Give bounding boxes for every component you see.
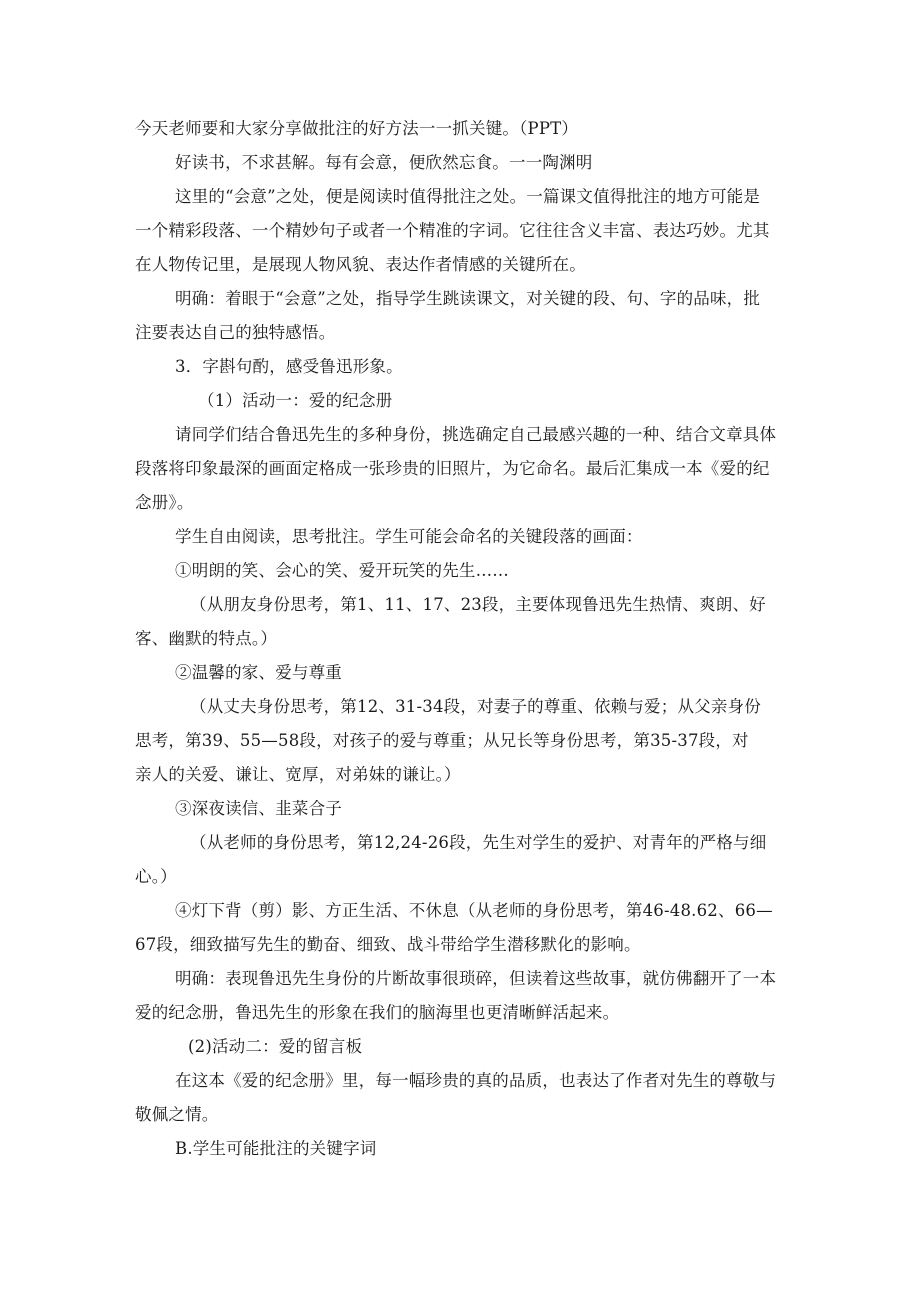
- text-line: 念册》。: [135, 493, 194, 512]
- text-line: 好读书，不求甚解。每有会意，便欣然忘食。一一陶渊明: [175, 153, 593, 172]
- activity-heading: (2)活动二：爱的留言板: [188, 1037, 363, 1056]
- list-item: ③深夜读信、韭菜合子: [175, 799, 342, 818]
- text-line: 学生自由阅读，思考批注。学生可能会命名的关键段落的画面：: [175, 527, 643, 546]
- list-item: ①明朗的笑、会心的笑、爱开玩笑的先生……: [175, 561, 509, 580]
- text-line: 在人物传记里，是展现人物风貌、表达作者情感的关键所在。: [135, 255, 586, 274]
- activity-heading: （1）活动一：爱的纪念册: [198, 391, 393, 410]
- text-line: 67段，细致描写先生的勤奋、细致、战斗带给学生潜移默化的影响。: [135, 935, 641, 954]
- text-line: 思考，第39、55—58段，对孩子的爱与尊重；从兄长等身份思考，第35-37段，对: [135, 731, 749, 750]
- text-line: 爱的纪念册，鲁迅先生的形象在我们的脑海里也更清晰鲜活起来。: [135, 1003, 620, 1022]
- text-line: 一个精彩段落、一个精妙句子或者一个精准的字词。它往往含义丰富、表达巧妙。尤其: [135, 221, 770, 240]
- text-line: 敬佩之情。: [135, 1105, 219, 1124]
- text-line: 段落将印象最深的画面定格成一张珍贵的旧照片，为它命名。最后汇集成一本《爱的纪: [135, 459, 770, 478]
- text-line: （从朋友身份思考，第1、11、17、23段，主要体现鲁迅先生热情、爽朗、好: [190, 595, 766, 614]
- text-line: 心。）: [135, 867, 177, 886]
- text-line: 在这本《爱的纪念册》里，每一幅珍贵的真的品质，也表达了作者对先生的尊敬与: [175, 1071, 777, 1090]
- text-line: 请同学们结合鲁迅先生的多种身份，挑选确定自己最感兴趣的一种、结合文章具体: [175, 425, 777, 444]
- text-line: 今天老师要和大家分享做批注的好方法一一抓关键。（PPT）: [135, 119, 579, 138]
- section-heading: B.学生可能批注的关键字词: [175, 1139, 377, 1158]
- text-line: 明确：表现鲁迅先生身份的片断故事很琐碎，但读着这些故事，就仿佛翻开了一本: [175, 969, 777, 988]
- text-line: 客、幽默的特点。）: [135, 629, 278, 648]
- text-line: 这里的“会意”之处，便是阅读时值得批注之处。一篇课文值得批注的地方可能是: [175, 187, 761, 206]
- text-line: （从丈夫身份思考，第12、31-34段，对妻子的尊重、依赖与爱；从父亲身份: [190, 697, 761, 716]
- text-line: 注要表达自己的独特感悟。: [135, 323, 336, 342]
- text-line: 明确：着眼于“会意”之处，指导学生跳读课文，对关键的段、句、字的品味，批: [175, 289, 761, 308]
- section-heading: 3．字斟句酌，感受鲁迅形象。: [175, 357, 403, 376]
- list-item: ②温馨的家、爱与尊重: [175, 663, 342, 682]
- list-item: ④灯下背（剪）影、方正生活、不休息（从老师的身份思考，第46-48.62、66—: [175, 901, 773, 920]
- text-line: 亲人的关爱、谦让、宽厚，对弟妹的谦让。）: [135, 765, 461, 784]
- text-line: （从老师的身份思考，第12,24-26段，先生对学生的爱护、对青年的严格与细: [190, 833, 767, 852]
